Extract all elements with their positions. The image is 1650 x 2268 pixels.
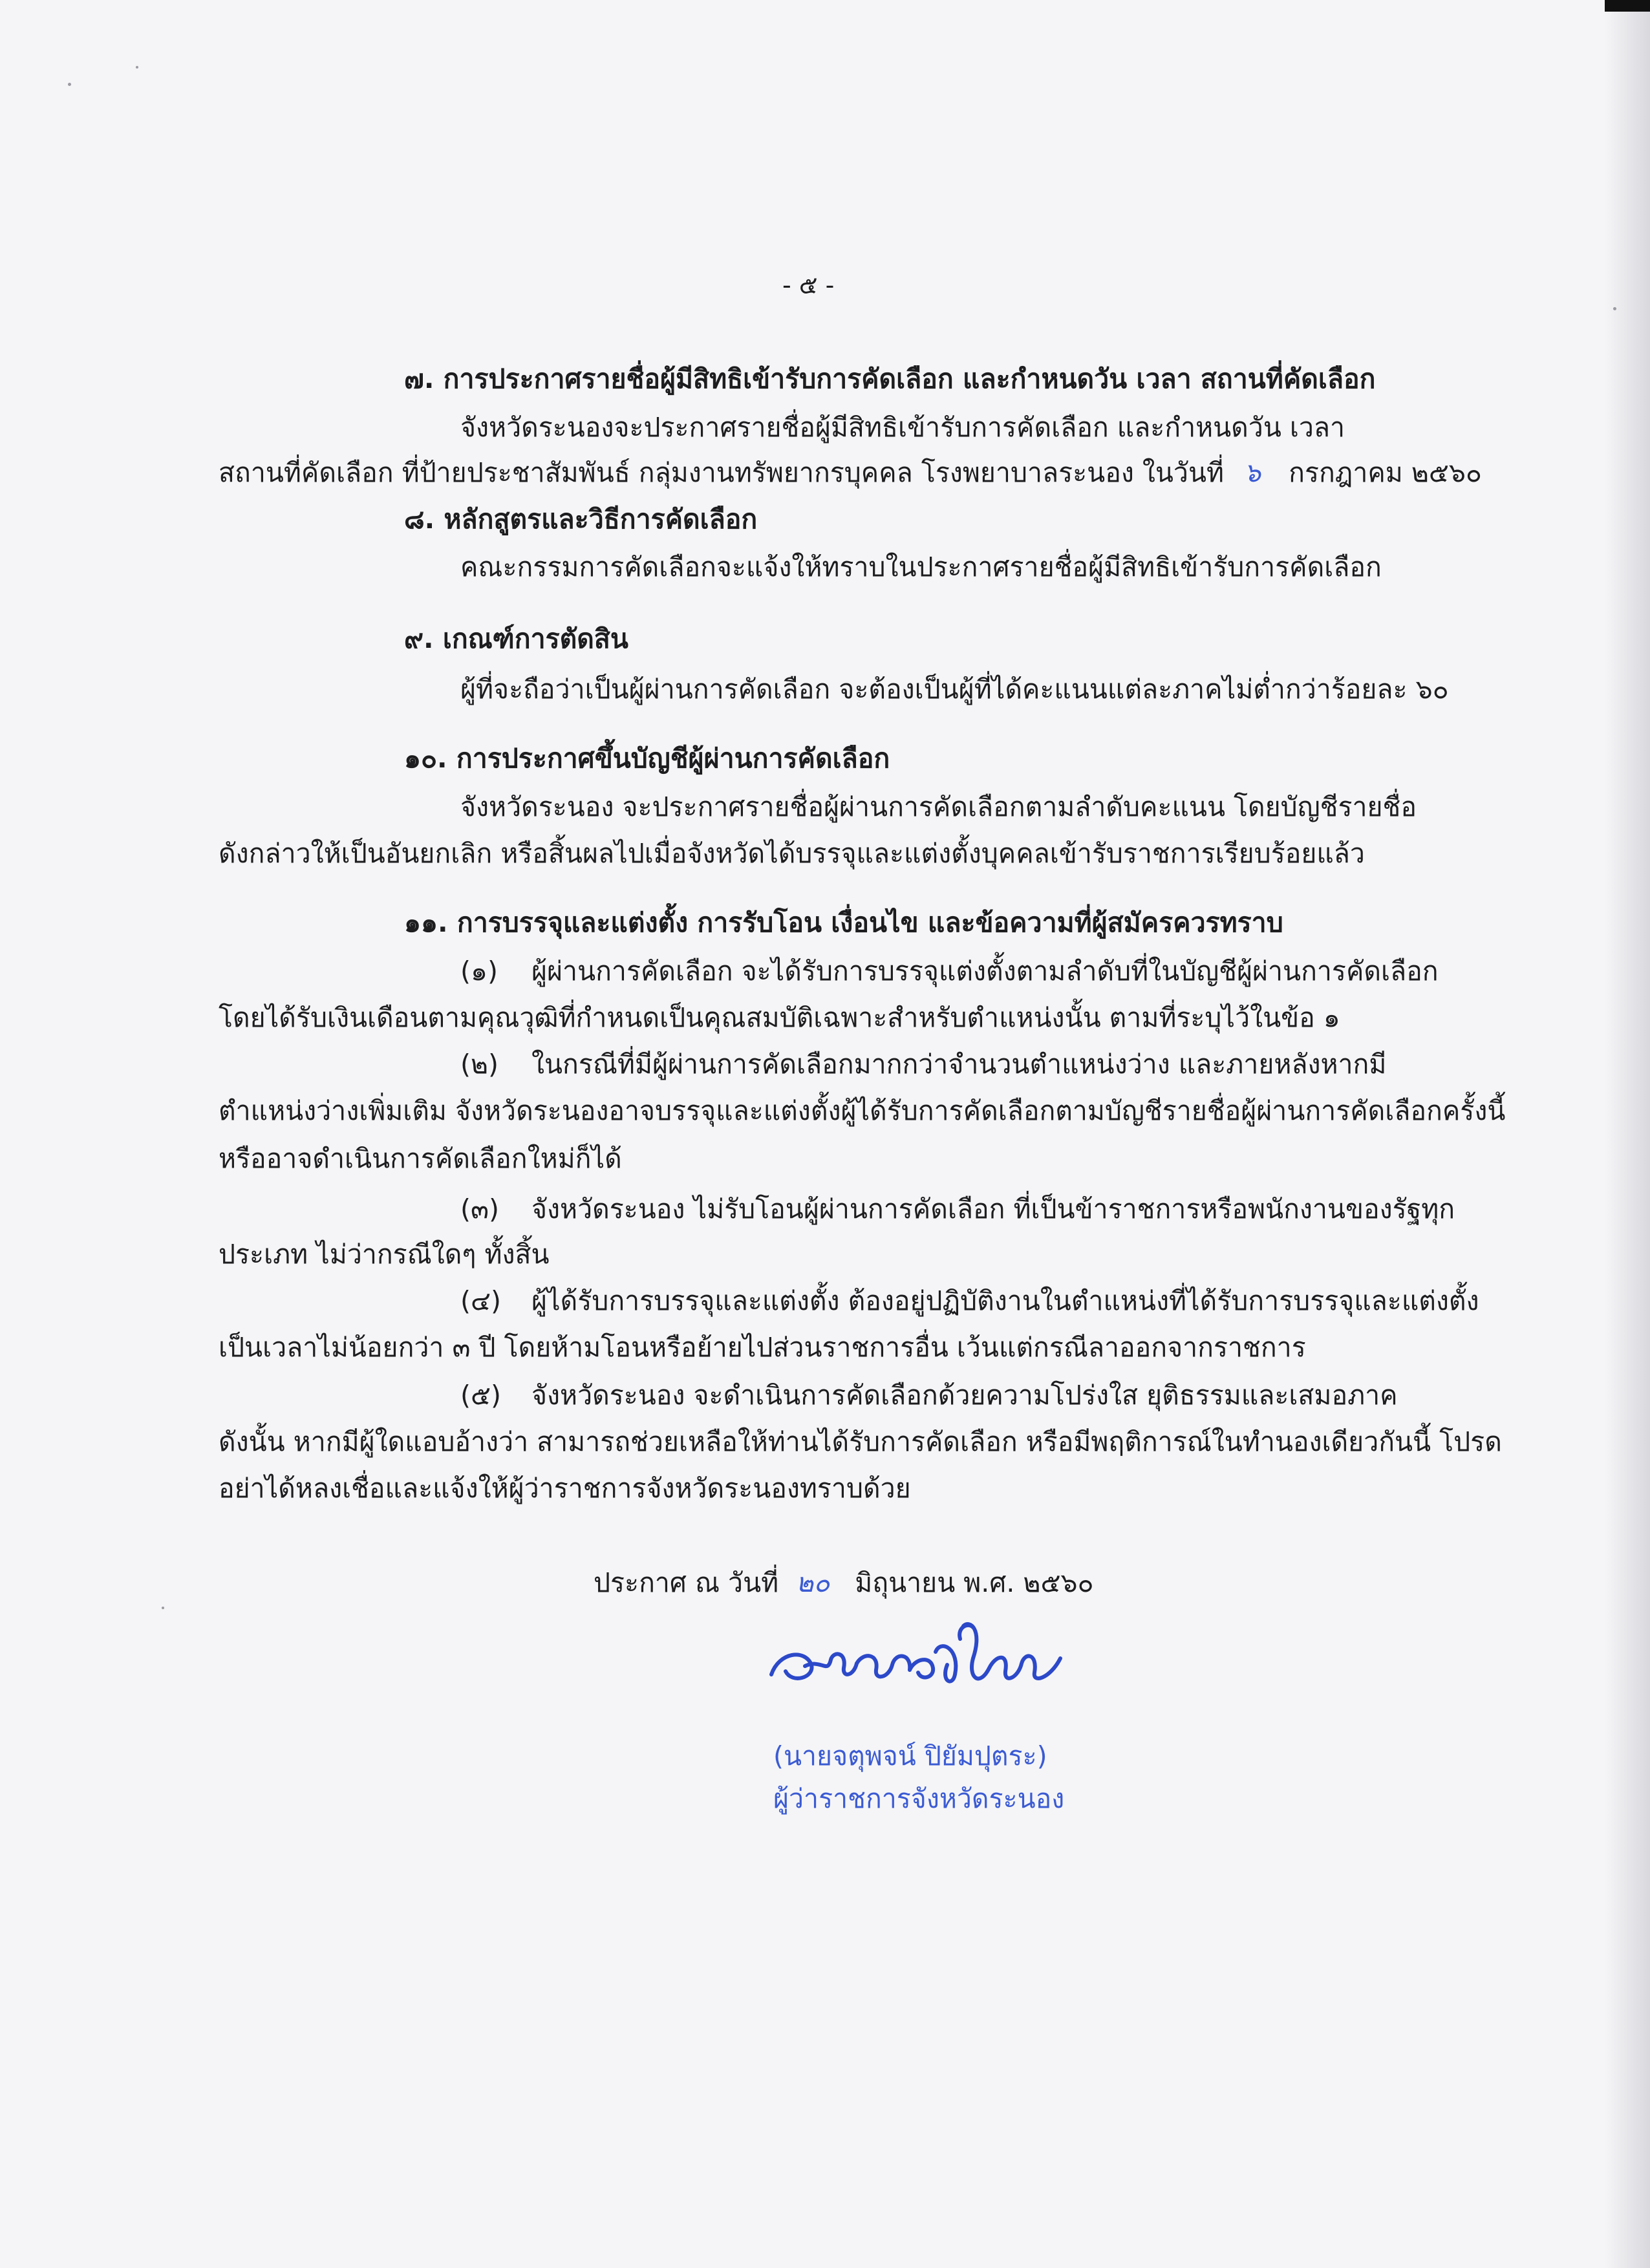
item-text: หรืออาจดำเนินการคัดเลือกใหม่ก็ได้: [219, 1143, 622, 1174]
item-text: จังหวัดระนอง จะดำเนินการคัดเลือกด้วยความโปร่งใส ยุติธรรมและเสมอภาค: [531, 1380, 1398, 1411]
handwritten-date: ๖: [1244, 457, 1261, 488]
item-text: อย่าได้หลงเชื่อและแจ้งให้ผู้ว่าราชการจังหวัดระนองทราบด้วย: [219, 1473, 911, 1504]
item-text: โดยได้รับเงินเดือนตามคุณวุฒิที่กำหนดเป็นคุณสมบัติเฉพาะสำหรับตำแหน่งนั้น ตามที่ระบุไว้ในข้อ ๑: [219, 1002, 1340, 1033]
section-8-heading: ๘. หลักสูตรและวิธีการคัดเลือก: [404, 504, 758, 535]
announcement-date: ประกาศ ณ วันที่ ๒๐ มิถุนายน พ.ศ. ๒๕๖๐: [594, 1567, 1094, 1598]
item-number: (๑): [460, 956, 498, 987]
section-8-line-1: คณะกรรมการคัดเลือกจะแจ้งให้ทราบในประกาศรายชื่อผู้มีสิทธิเข้ารับการคัดเลือก: [460, 551, 1382, 583]
item-text: ตำแหน่งว่างเพิ่มเติม จังหวัดระนองอาจบรรจุและแต่งตั้งผู้ได้รับการคัดเลือกตามบัญชีรายชื่อผู้ผ่านการคัดเลือกครั้งนี้: [219, 1095, 1506, 1126]
item-number: (๒): [460, 1049, 499, 1080]
signer-title: ผู้ว่าราชการจังหวัดระนอง: [773, 1783, 1065, 1814]
scan-edge-shadow: [1605, 0, 1650, 2268]
item-text: จังหวัดระนอง ไม่รับโอนผู้ผ่านการคัดเลือก ที่เป็นข้าราชการหรือพนักงานของรัฐทุก: [531, 1193, 1455, 1225]
section-7-heading: ๗. การประกาศรายชื่อผู้มีสิทธิเข้ารับการคัดเลือก และกำหนดวัน เวลา สถานที่คัดเลือก: [404, 363, 1376, 394]
scan-speck: [136, 66, 138, 69]
section-11-heading: ๑๑. การบรรจุและแต่งตั้ง การรับโอน เงื่อนไข และข้อความที่ผู้สมัครควรทราบ: [404, 907, 1283, 938]
scan-speck: [68, 83, 71, 86]
item-text: ในกรณีที่มีผู้ผ่านการคัดเลือกมากกว่าจำนวนตำแหน่งว่าง และภายหลังหากมี: [531, 1049, 1387, 1080]
item-text: เป็นเวลาไม่น้อยกว่า ๓ ปี โดยห้ามโอนหรือย้ายไปส่วนราชการอื่น เว้นแต่กรณีลาออกจากราชการ: [219, 1332, 1306, 1363]
item-text: ผู้ได้รับการบรรจุและแต่งตั้ง ต้องอยู่ปฏิบัติงานในตำแหน่งที่ได้รับการบรรจุและแต่งตั้ง: [531, 1285, 1479, 1316]
section-9-heading: ๙. เกณฑ์การตัดสิน: [404, 623, 628, 654]
section-9-line-1: ผู้ที่จะถือว่าเป็นผู้ผ่านการคัดเลือก จะต้องเป็นผู้ที่ได้คะแนนแต่ละภาคไม่ต่ำกว่าร้อยละ ๖๐: [460, 674, 1449, 705]
scan-corner: [1605, 0, 1650, 12]
item-text: ประเภท ไม่ว่ากรณีใดๆ ทั้งสิ้น: [219, 1239, 550, 1270]
handwritten-day: ๒๐: [796, 1567, 830, 1598]
item-number: (๔): [460, 1285, 502, 1316]
item-number: (๓): [460, 1193, 500, 1225]
item-text: ผู้ผ่านการคัดเลือก จะได้รับการบรรจุแต่งตั้งตามลำดับที่ในบัญชีผู้ผ่านการคัดเลือก: [531, 956, 1439, 987]
item-text: ดังนั้น หากมีผู้ใดแอบอ้างว่า สามารถช่วยเหลือให้ท่านได้รับการคัดเลือก หรือมีพฤติการณ์ในทำนองเดียวกันนี้ โปรด: [219, 1426, 1502, 1457]
signature-image: [766, 1613, 1089, 1710]
signer-name: (นายจตุพจน์ ปิยัมปุตระ): [773, 1740, 1047, 1771]
section-10-line-2: ดังกล่าวให้เป็นอันยกเลิก หรือสิ้นผลไปเมื่อจังหวัดได้บรรจุและแต่งตั้งบุคคลเข้ารับราชการเรียบร้อยแล้ว: [219, 838, 1365, 869]
section-7-line-2: สถานที่คัดเลือก ที่ป้ายประชาสัมพันธ์ กลุ่มงานทรัพยากรบุคคล โรงพยาบาลระนอง ในวันที่ ๖ กรกฎาคม ๒๕๖๐: [219, 457, 1482, 488]
scan-speck: [162, 1607, 164, 1609]
scan-speck: [1613, 307, 1616, 310]
section-7-line-1: จังหวัดระนองจะประกาศรายชื่อผู้มีสิทธิเข้ารับการคัดเลือก และกำหนดวัน เวลา: [460, 412, 1345, 443]
item-number: (๕): [460, 1380, 502, 1411]
section-10-heading: ๑๐. การประกาศขึ้นบัญชีผู้ผ่านการคัดเลือก: [404, 743, 890, 774]
section-10-line-1: จังหวัดระนอง จะประกาศรายชื่อผู้ผ่านการคัดเลือกตามลำดับคะแนน โดยบัญชีรายชื่อ: [460, 791, 1417, 822]
page-number: - ๕ -: [782, 271, 835, 299]
